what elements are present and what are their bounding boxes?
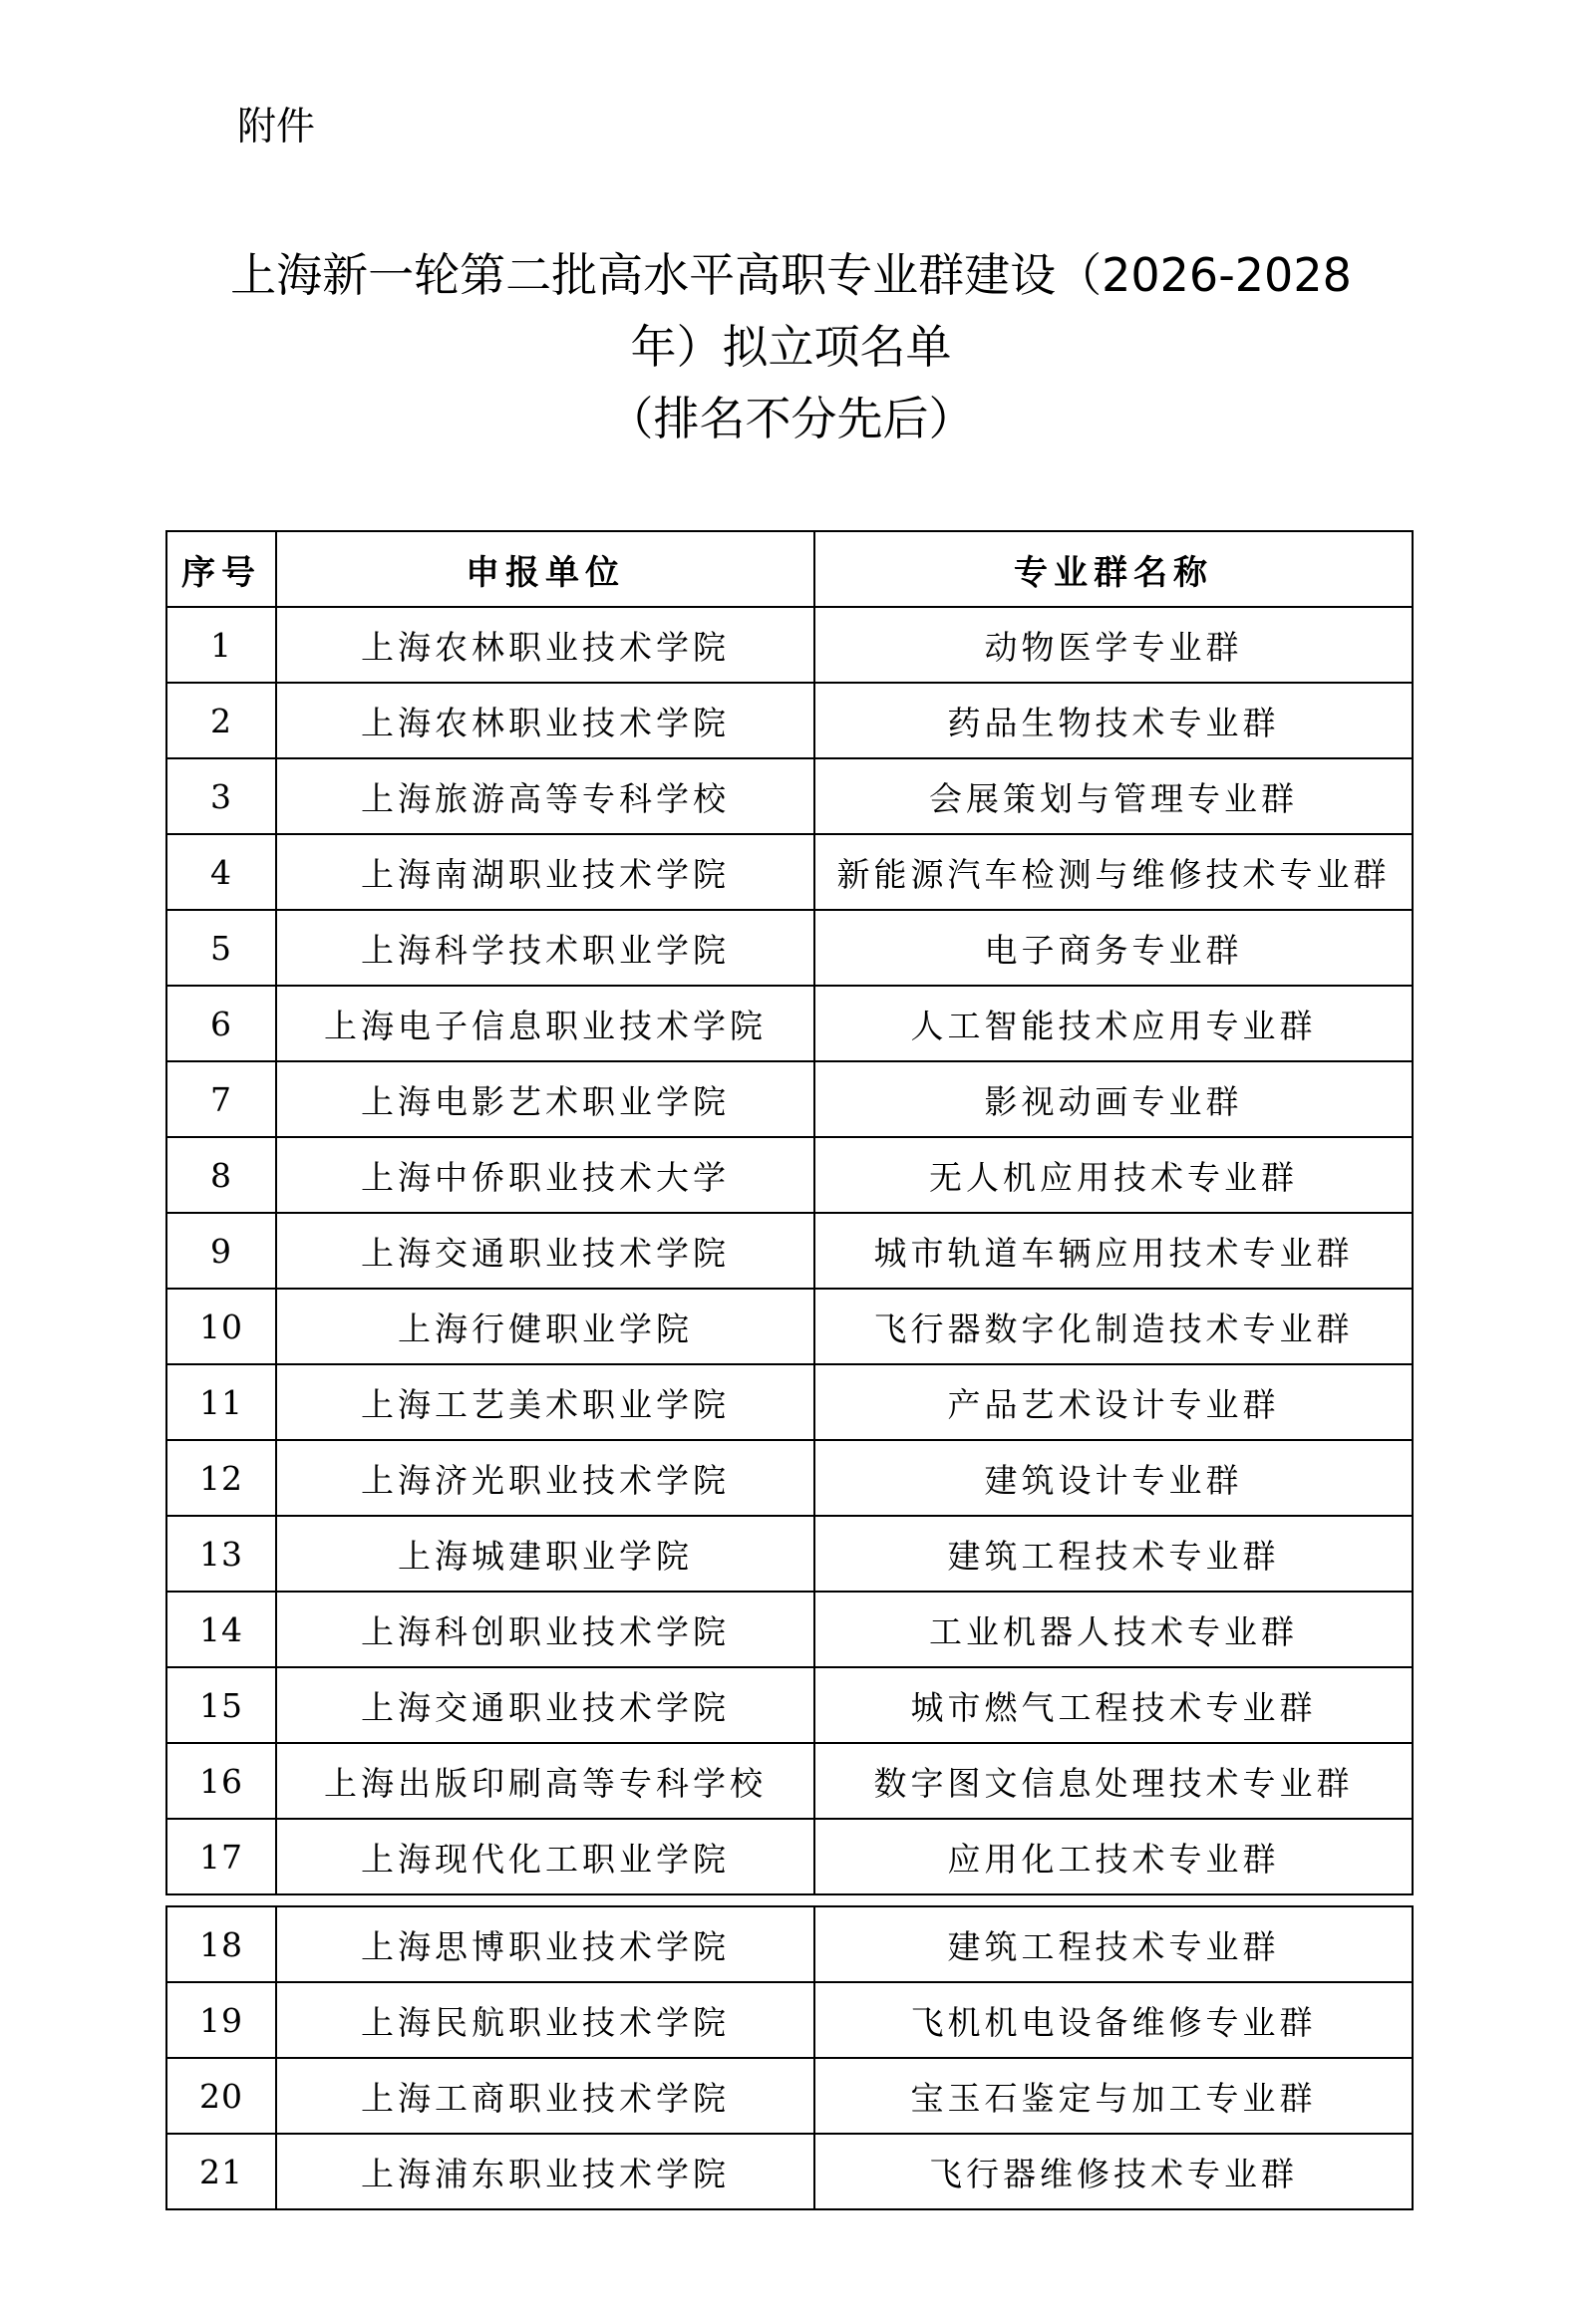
cell-index: 20 [166, 2058, 276, 2134]
cell-unit: 上海城建职业学院 [276, 1516, 814, 1592]
cell-index: 17 [166, 1819, 276, 1894]
cell-index: 6 [166, 986, 276, 1061]
cell-group: 建筑工程技术专业群 [814, 1516, 1413, 1592]
cell-index: 1 [166, 607, 276, 683]
table-row [166, 1819, 1413, 1894]
cell-unit: 上海交通职业技术学院 [276, 1213, 814, 1289]
cell-group: 电子商务专业群 [814, 910, 1413, 986]
cell-unit: 上海农林职业技术学院 [276, 683, 814, 758]
table-row [166, 910, 1413, 986]
table-row [166, 2058, 1413, 2134]
cell-group: 应用化工技术专业群 [814, 1819, 1413, 1894]
table-row [166, 1213, 1413, 1289]
table-row [166, 1667, 1413, 1743]
table-row [166, 683, 1413, 758]
table-row [166, 1137, 1413, 1213]
cell-unit: 上海济光职业技术学院 [276, 1440, 814, 1516]
cell-index: 15 [166, 1667, 276, 1743]
cell-index: 16 [166, 1743, 276, 1819]
cell-group: 城市轨道车辆应用技术专业群 [814, 1213, 1413, 1289]
table-row [166, 1061, 1413, 1137]
table-row [166, 986, 1413, 1061]
header-group: 专业群名称 [814, 531, 1413, 607]
cell-index: 9 [166, 1213, 276, 1289]
cell-group: 动物医学专业群 [814, 607, 1413, 683]
table-row [166, 758, 1413, 834]
cell-group: 飞行器维修技术专业群 [814, 2134, 1413, 2209]
table-row [166, 607, 1413, 683]
cell-group: 建筑工程技术专业群 [814, 1906, 1413, 1982]
cell-group: 数字图文信息处理技术专业群 [814, 1743, 1413, 1819]
cell-group: 新能源汽车检测与维修技术专业群 [814, 834, 1413, 910]
cell-unit: 上海科创职业技术学院 [276, 1592, 814, 1667]
table-row [166, 1440, 1413, 1516]
cell-unit: 上海现代化工职业学院 [276, 1819, 814, 1894]
cell-unit: 上海中侨职业技术大学 [276, 1137, 814, 1213]
cell-unit: 上海出版印刷高等专科学校 [276, 1743, 814, 1819]
cell-group: 无人机应用技术专业群 [814, 1137, 1413, 1213]
header-unit: 申报单位 [276, 531, 814, 607]
cell-group: 飞行器数字化制造技术专业群 [814, 1289, 1413, 1364]
cell-index: 13 [166, 1516, 276, 1592]
cell-unit: 上海工商职业技术学院 [276, 2058, 814, 2134]
cell-unit: 上海电子信息职业技术学院 [276, 986, 814, 1061]
cell-unit: 上海浦东职业技术学院 [276, 2134, 814, 2209]
table-row [166, 1592, 1413, 1667]
cell-index: 10 [166, 1289, 276, 1364]
cell-index: 4 [166, 834, 276, 910]
table-row [166, 1982, 1413, 2058]
cell-group: 建筑设计专业群 [814, 1440, 1413, 1516]
table-header-row [166, 531, 1413, 607]
cell-group: 药品生物技术专业群 [814, 683, 1413, 758]
table-row [166, 1516, 1413, 1592]
cell-unit: 上海农林职业技术学院 [276, 607, 814, 683]
cell-unit: 上海民航职业技术学院 [276, 1982, 814, 2058]
cell-group: 工业机器人技术专业群 [814, 1592, 1413, 1667]
table-row [166, 2134, 1413, 2209]
cell-index: 2 [166, 683, 276, 758]
cell-index: 14 [166, 1592, 276, 1667]
table-row [166, 1364, 1413, 1440]
cell-unit: 上海科学技术职业学院 [276, 910, 814, 986]
cell-group: 人工智能技术应用专业群 [814, 986, 1413, 1061]
project-list-table [165, 530, 1414, 1895]
cell-unit: 上海电影艺术职业学院 [276, 1061, 814, 1137]
attachment-label: 附件 [237, 105, 316, 149]
cell-unit: 上海南湖职业技术学院 [276, 834, 814, 910]
cell-group: 会展策划与管理专业群 [814, 758, 1413, 834]
document-title [0, 239, 1582, 454]
cell-index: 7 [166, 1061, 276, 1137]
cell-index: 21 [166, 2134, 276, 2209]
cell-unit: 上海工艺美术职业学院 [276, 1364, 814, 1440]
cell-index: 19 [166, 1982, 276, 2058]
cell-group: 城市燃气工程技术专业群 [814, 1667, 1413, 1743]
cell-index: 11 [166, 1364, 276, 1440]
cell-index: 18 [166, 1906, 276, 1982]
table-row [166, 1743, 1413, 1819]
header-index: 序号 [166, 531, 276, 607]
cell-group: 影视动画专业群 [814, 1061, 1413, 1137]
cell-group: 宝玉石鉴定与加工专业群 [814, 2058, 1413, 2134]
cell-index: 3 [166, 758, 276, 834]
cell-group: 飞机机电设备维修专业群 [814, 1982, 1413, 2058]
cell-index: 5 [166, 910, 276, 986]
cell-unit: 上海交通职业技术学院 [276, 1667, 814, 1743]
title-line-1: 上海新一轮第二批高水平高职专业群建设（2026-2028 [230, 248, 1352, 302]
cell-unit: 上海行健职业学院 [276, 1289, 814, 1364]
title-line-2: 年）拟立项名单 [630, 320, 952, 374]
project-list-table-continued [165, 1905, 1414, 2210]
title-line-3: （排名不分先后） [607, 392, 975, 445]
cell-group: 产品艺术设计专业群 [814, 1364, 1413, 1440]
table-row [166, 834, 1413, 910]
table-row [166, 1289, 1413, 1364]
table-row [166, 1906, 1413, 1982]
cell-unit: 上海思博职业技术学院 [276, 1906, 814, 1982]
cell-unit: 上海旅游高等专科学校 [276, 758, 814, 834]
cell-index: 8 [166, 1137, 276, 1213]
cell-index: 12 [166, 1440, 276, 1516]
